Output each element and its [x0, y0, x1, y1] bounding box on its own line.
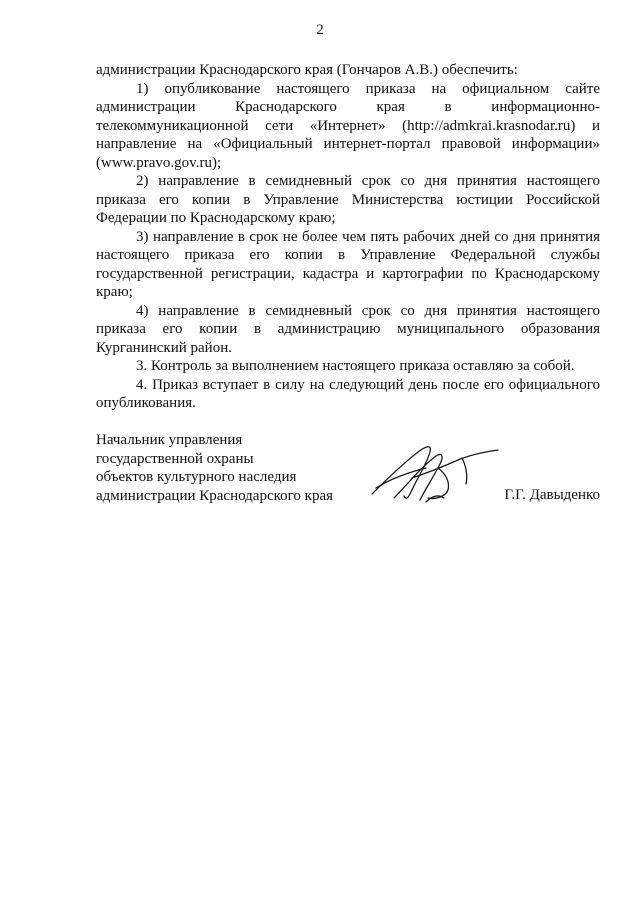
paragraph-item-3: 3) направление в срок не более чем пять рабочих дней со дня принятия настоящего приказа его копии в Управление Федеральной службы государственной регистрации, кадастра и картографии по Краснодарскому краю; [96, 228, 600, 300]
handwritten-signature [366, 438, 516, 510]
paragraph-item-4: 4) направление в семидневный срок со дня принятия настоящего приказа его копии в администрацию муниципального образования Курганинский район. [96, 302, 600, 356]
position-line-2: государственной охраны [96, 450, 254, 467]
signatory-name: Г.Г. Давыденко [504, 487, 600, 503]
position-line-4: администрации Краснодарского края [96, 487, 334, 504]
paragraph-control: 3. Контроль за выполнением настоящего приказа оставляю за собой. [136, 358, 575, 374]
paragraph-effective: 4. Приказ вступает в силу на следующий день после его официального опубликования. [96, 376, 600, 411]
paragraph-intro: администрации Краснодарского края (Гончаров А.В.) обеспечить: [96, 62, 518, 78]
position-line-3: объектов культурного наследия [96, 469, 297, 485]
paragraph-item-2: 2) направление в семидневный срок со дня принятия настоящего приказа его копии в Управление Министерства юстиции Российской Федерации по Краснодарскому краю; [96, 173, 600, 226]
paragraph-item-1: 1) опубликование настоящего приказа на официальном сайте администрации Краснодарского края в информационно-телекоммуникационной сети «Интернет» (http://admkrai.krasnodar.ru) и направление на «Официальный интернет-портал правовой информации» (www.pravo.gov.ru); [96, 80, 600, 171]
position-line-1: Начальник управления [96, 432, 243, 448]
page-number: 2 [316, 22, 324, 38]
document-body [96, 61, 600, 413]
